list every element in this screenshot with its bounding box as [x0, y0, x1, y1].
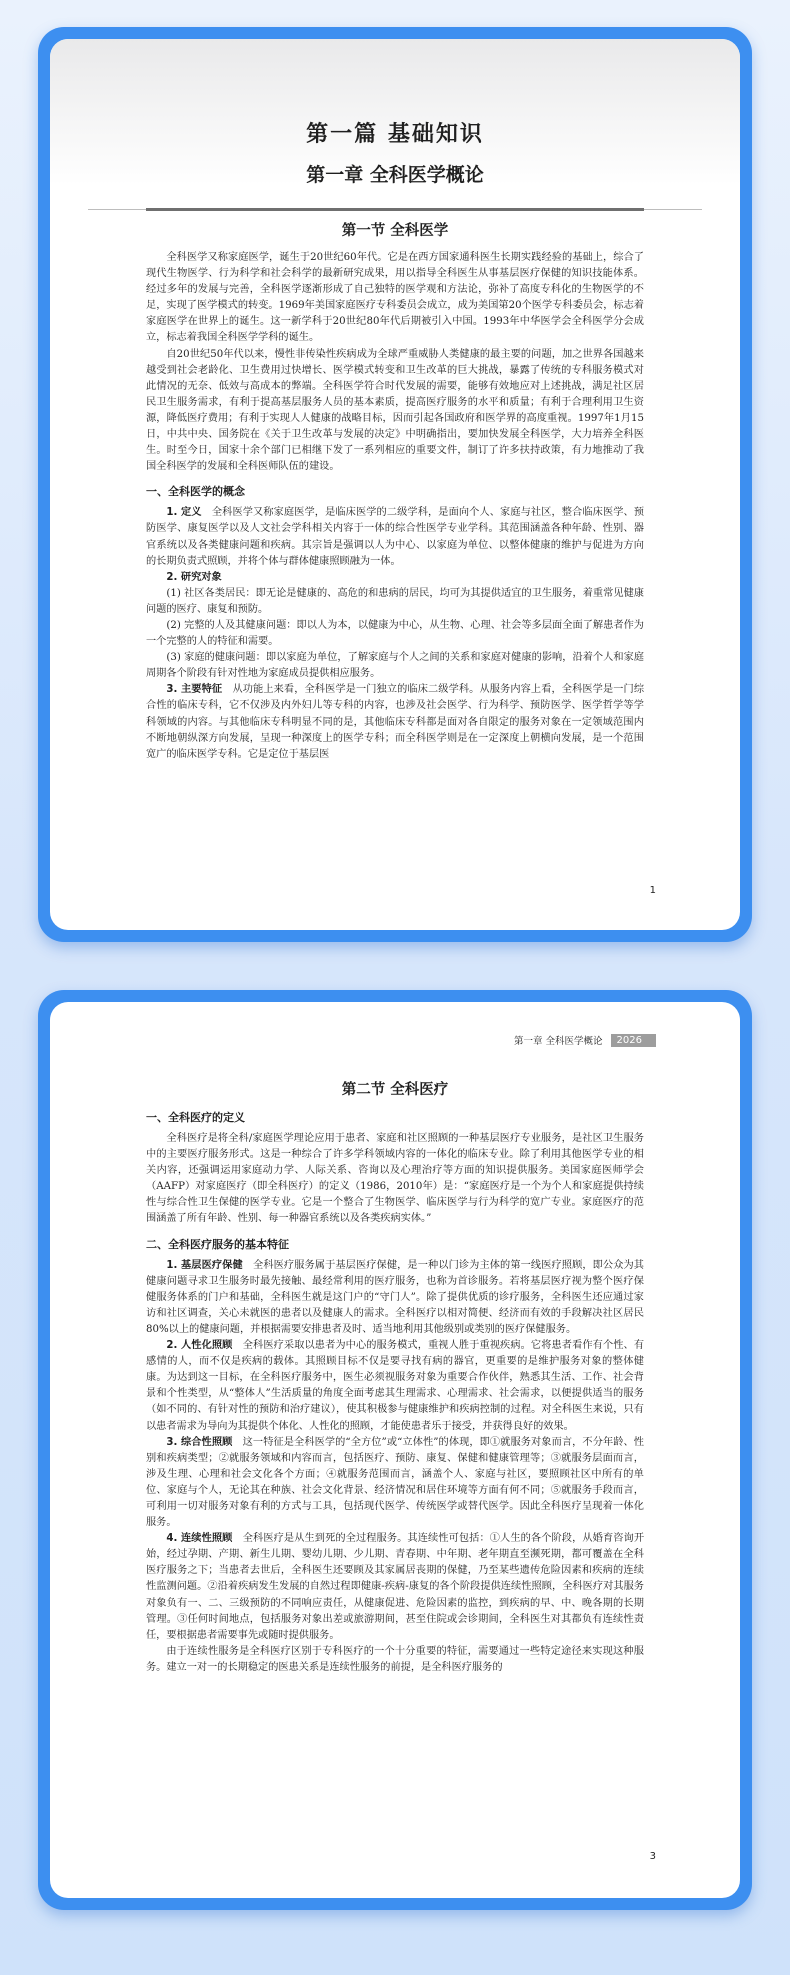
paragraph: [146, 1258, 644, 1338]
item-lead: 2. 人性化照顾: [166, 1340, 233, 1352]
year-badge: 2026: [611, 1034, 656, 1047]
page-1-body: [50, 185, 740, 763]
item-text: 全科医学又称家庭医学，是临床医学的二级学科，是面向个人、家庭与社区，整合临床医学、预防医学、康复医学以及人文社会学科相关内容于一体的综合性医学专业学科。其范围涵盖各种年龄、性别、器官系统以及各类健康问题和疾病。其宗旨是强调以人为中心、以家庭为单位、以整体健康的维护与促进为方向的长期负责式照顾，并将个体与群体健康照顾融为一体。: [146, 507, 645, 567]
paragraph: [146, 570, 644, 586]
paragraph: 自20世纪50年代以来，慢性非传染性疾病成为全球严重威胁人类健康的最主要的问题，加之世界各国越来越受到社会老龄化、卫生费用过快增长、医学模式转变和卫生改革的巨大挑战，暴露了传统的专科服务模式对此情况的无奈、低效与高成本的弊端。全科医学符合时代发展的需要，能够有效地应对上述挑战，满足社区居民卫生服务需求，有利于提高基层服务人员的基本素质，提高医疗服务的水平和质量；有利于合理利用卫生资源，降低医疗费用；有利于实现人人健康的战略目标，因而引起各国政府和医学界的高度重视。1997年1月15日，中共中央、国务院在《关于卫生改革与发展的决定》中明确指出，要加快发展全科医学，大力培养全科医生。时至今日，国家十余个部门已相继下发了一系列相应的重要文件，制订了许多扶持政策，有力地推动了我国全科医学的发展和全科医师队伍的建设。: [146, 348, 644, 473]
part-title: 第一篇 基础知识: [306, 122, 484, 147]
list-item: (1) 社区各类居民：即无论是健康的、高危的和患病的居民，均可为其提供适宜的卫生服务，着重常见健康问题的医疗、康复和预防。: [146, 587, 644, 615]
page-1: [50, 39, 740, 930]
item-text: 全科医疗是从生到死的全过程服务。其连续性可包括：①人生的各个阶段，从婚育咨询开始，经过孕期、产期、新生儿期、婴幼儿期、少儿期、青春期、中年期、老年期直至濒死期，都可覆盖在全科医疗服务之下；当患者去世后，全科医生还要顾及其家属居丧期的保健，乃至某些遗传危险因素和疾病的连续性监测问题。②沿着疾病发生发展的自然过程即健康-疾病-康复的各个阶段提供连续性照顾，全科医疗对其服务对象负有一、二、三级预防的不同响应责任，从健康促进、危险因素的监控，到疾病的早、中、晚各期的长期管理。③任何时间地点，包括服务对象出差或旅游期间，甚至住院或会诊期间，全科医生对其都负有连续性责任，要根据患者需要事先或随时提供服务。: [146, 1533, 645, 1641]
subheading: 一、全科医学的概念: [146, 485, 245, 499]
item-text: 这一特征是全科医学的“全方位”或“立体性”的体现，即①就服务对象而言，不分年龄、性别和疾病类型；②就服务领域和内容而言，包括医疗、预防、康复、保健和健康管理等；③就服务层面而言，涉及生理、心理和社会文化各个方面；④就服务范围而言，涵盖个人、家庭与社区，要照顾社区中所有的单位、家庭与个人，无论其在种族、社会文化背景、经济情况和居住环境等方面有何不同；⑤就服务手段而言，可利用一切对服务对象有利的方式与工具，包括现代医学、传统医学或替代医学。因此全科医疗呈现着一体化服务。: [146, 1436, 644, 1529]
item-lead: 4. 连续性照顾: [166, 1533, 233, 1545]
item-lead: 3. 主要特征: [166, 684, 223, 696]
running-head: [514, 1033, 656, 1047]
item-lead: 2. 研究对象: [166, 571, 222, 583]
item-lead: 1. 定义: [166, 507, 202, 519]
chapter-header: [50, 39, 740, 185]
subheading: 二、全科医疗服务的基本特征: [146, 1237, 289, 1251]
page-card-2: [38, 990, 752, 1910]
subheading: 一、全科医疗的定义: [146, 1111, 245, 1124]
item-text: 全科医疗采取以患者为中心的服务模式，重视人胜于重视疾病。它将患者看作有个性、有感情的人，而不仅是疾病的载体。其照顾目标不仅是要寻找有病的器官，更重要的是维护服务对象的整体健康。为达到这一目标，在全科医疗服务中，医生必须视服务对象为重要合作伙伴，熟悉其生活、工作、社会背景和个性类型，从“整体人”生活质量的角度全面考虑其生理需求、心理需求、社会需求，以便提供适当的服务（如不同的、有针对性的预防和治疗建议），使其积极参与健康维护和疾病控制的过程。对全科医生来说，只有以患者需求为导向为其提供个体化、人性化的照顾，才能使患者乐于接受，并获得良好的效果。: [146, 1340, 645, 1432]
section-title: 第一节 全科医学: [341, 222, 449, 239]
paragraph: 全科医学又称家庭医学，诞生于20世纪60年代。它是在西方国家通科医生长期实践经验的基础上，综合了现代生物医学、行为科学和社会科学的最新研究成果，用以指导全科医生从事基层医疗保健的知识技能体系。经过多年的发展与完善，全科医学逐渐形成了自己独特的医学观和方法论，弥补了高度专科化的生物医学的不足，实现了医学模式的转变。1969年美国家庭医疗专科委员会成立，成为美国第20个医学专科委员会，标志着家庭医学在世界上的诞生。这一新学科于20世纪80年代后期被引入中国。1993年中华医学会全科医学分会成立，标志着我国全科医学学科的诞生。: [146, 252, 644, 344]
running-head-title: 第一章 全科医学概论: [514, 1036, 603, 1047]
list-item: (3) 家庭的健康问题：即以家庭为单位，了解家庭与个人之间的关系和家庭对健康的影响，沿着个人和家庭周期各个阶段有针对性地为家庭成员提供相应服务。: [146, 652, 644, 680]
page-number: 3: [649, 1851, 656, 1862]
paragraph: [146, 1338, 644, 1435]
page-card-1: [38, 27, 752, 942]
paragraph: [146, 1531, 644, 1644]
header-rule: [146, 208, 644, 211]
page-3-body: [50, 1002, 740, 1676]
page-number: 1: [649, 885, 656, 896]
chapter-title: 第一章 全科医学概论: [306, 164, 484, 186]
item-text: 从功能上来看，全科医学是一门独立的临床二级学科。从服务内容上看，全科医学是一门综合性的临床专科，它不仅涉及内外妇儿等专科的内容，也涉及社会医学、行为科学、预防医学、医学哲学等学科领域的内容。与其他临床专科明显不同的是，其他临床专科都是面对各自限定的服务对象在一定领域范围内不断地朝纵深方向发展，呈现一种深度上的医学专科；而全科医学则是在一定深度上朝横向发展，是一个范围宽广的临床医学专科。它是定位于基层医: [146, 684, 644, 760]
item-lead: 1. 基层医疗保健: [166, 1259, 243, 1271]
paragraph: [146, 682, 644, 762]
page-3: [50, 1002, 740, 1898]
item-text: 全科医疗服务属于基层医疗保健，是一种以门诊为主体的第一线医疗照顾，即公众为其健康问题寻求卫生服务时最先接触、最经常利用的医疗服务，也称为首诊服务。若将基层医疗视为整个医疗保健服务体系的门户和基础，全科医生就是这门户的“守门人”。除了提供优质的诊疗服务，全科医生还应通过家访和社区调查，关心未就医的患者以及健康人的需求。全科医疗以相对简便、经济而有效的手段解决社区居民80%以上的健康问题，并根据需要安排患者及时、适当地利用其他级别或类别的医疗保健服务。: [146, 1259, 644, 1335]
paragraph: 由于连续性服务是全科医疗区别于专科医疗的一个十分重要的特征，需要通过一些特定途径来实现这种服务。建立一对一的长期稳定的医患关系是连续性服务的前提，是全科医疗服务的: [146, 1645, 644, 1673]
item-lead: 3. 综合性照顾: [166, 1436, 233, 1448]
list-item: (2) 完整的人及其健康问题：即以人为本，以健康为中心，从生物、心理、社会等多层面全面了解患者作为一个完整的人的特征和需要。: [146, 619, 644, 648]
paragraph: [146, 505, 644, 569]
paragraph: 全科医疗是将全科/家庭医学理论应用于患者、家庭和社区照顾的一种基层医疗专业服务，是社区卫生服务中的主要医疗服务形式。这是一种综合了许多学科领域内容的一体化的临床专业。除了利用其他医学专业的相关内容，还强调运用家庭动力学、人际关系、咨询以及心理治疗等方面的知识提供服务。美国家庭医师学会（AAFP）对家庭医疗（即全科医疗）的定义（1986，2010年）是：“家庭医疗是一个为个人和家庭提供持续性与综合性卫生保健的医学专业。它是一个整合了生物医学、临床医学与行为科学的宽广专业。家庭医疗的范围涵盖了所有年龄、性别、每一种器官系统以及各类疾病实体。”: [146, 1133, 644, 1225]
section-title: 第二节 全科医疗: [341, 1081, 449, 1098]
paragraph: [146, 1435, 644, 1532]
